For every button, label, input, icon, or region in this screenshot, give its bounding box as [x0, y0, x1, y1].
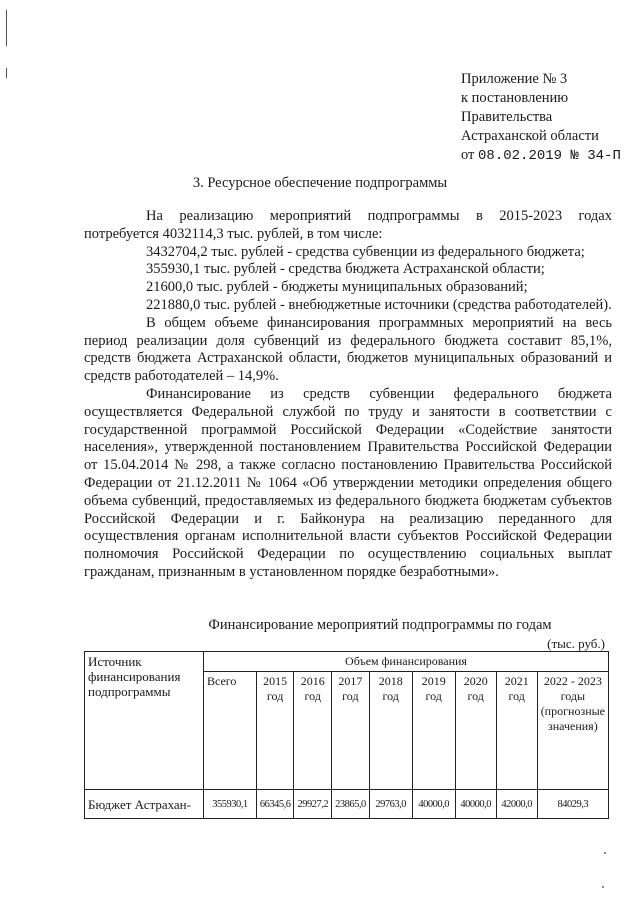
- funding-line: 21600,0 тыс. рублей - бюджеты муниципальных образований;: [146, 279, 528, 296]
- paragraph-financing: Финансирование из средств субвенции федерального бюджета осуществляется Федеральной службой по труду и занятости в соответствии с государственной программой Российской Федерации «Содействие занятости населения», утвержденной постановлением Правительства Российской Федерации от 15.04.2014 № 298, а также согласно постановлению Правительства Российской Федерации от 21.12.2011 № 1064 «Об утверждении методики определения общего объема субвенций, предоставляемых из федерального бюджета бюджетам субъектов Российской Федерации и г. Байконура на реализацию переданного для осуществления органам исполнительной власти субъектов Российской Федерации полномочия Российской Федерации по осуществлению социальных выплат гражданам, признанным в установленном порядке безработными».: [84, 385, 612, 580]
- row-value: 40000,0: [412, 790, 455, 819]
- financing-table: [84, 651, 609, 819]
- appendix-block: [461, 70, 621, 166]
- paragraph-requirement: На реализацию мероприятий подпрограммы в 2015-2023 годах потребуется 4032114,3 тыс. рублей, в том числе:: [84, 208, 612, 242]
- row-value: 84029,3: [537, 790, 608, 819]
- column-header: 2020 год: [455, 672, 496, 790]
- scan-margin-mark: [6, 68, 7, 78]
- row-source: Бюджет Астрахан-: [85, 790, 204, 819]
- appendix-line: Астраханской области: [461, 128, 599, 144]
- column-header: 2015 год: [256, 672, 294, 790]
- column-header: 2018 год: [369, 672, 412, 790]
- appendix-line: Приложение № 3: [461, 71, 568, 87]
- section-title: 3. Ресурсное обеспечение подпрограммы: [192, 175, 448, 191]
- column-header: 2022 - 2023 годы (прогнозные значения): [537, 672, 608, 790]
- body-text: [84, 208, 612, 582]
- row-value: 40000,0: [455, 790, 496, 819]
- column-header: 2019 год: [412, 672, 455, 790]
- source-header: Источник финансирования подпрограммы: [85, 652, 204, 790]
- row-value: 29927,2: [294, 790, 332, 819]
- row-value: 23865,0: [332, 790, 370, 819]
- table-title: Финансирование мероприятий подпрограммы по годам: [208, 617, 552, 633]
- funding-line: 355930,1 тыс. рублей - средства бюджета Астраханской области;: [146, 261, 545, 278]
- row-value: 42000,0: [496, 790, 537, 819]
- funding-line: 3432704,2 тыс. рублей - средства субвенции из федерального бюджета;: [146, 243, 585, 260]
- column-header: 2017 год: [332, 672, 370, 790]
- table-header-row: [85, 652, 609, 672]
- row-value: 66345,6: [256, 790, 294, 819]
- table-row: [85, 790, 609, 819]
- row-value: 29763,0: [369, 790, 412, 819]
- appendix-from: от: [461, 147, 475, 163]
- scan-speck: [604, 852, 606, 854]
- column-header: 2016 год: [294, 672, 332, 790]
- appendix-date-line: [461, 146, 621, 166]
- scan-speck: [602, 886, 604, 888]
- scan-margin-mark: [6, 10, 7, 46]
- column-header: Всего: [204, 672, 257, 790]
- paragraph-share: В общем объеме финансирования программных мероприятий на весь период реализации доля субвенций из федерального бюджета составит 85,1%, средств бюджета Астраханской области, бюджетов муниципальных образований и средств работодателей – 14,9%.: [84, 314, 612, 385]
- column-header: 2021 год: [496, 672, 537, 790]
- row-value: 355930,1: [204, 790, 257, 819]
- volume-header: Объем финансирования: [204, 652, 609, 672]
- appendix-date-number: 08.02.2019 № 34-П: [478, 148, 621, 164]
- appendix-line: к постановлению: [461, 90, 569, 106]
- appendix-line: Правительства: [461, 109, 553, 125]
- table-units: (тыс. руб.): [547, 636, 605, 651]
- funding-line: 221880,0 тыс. рублей - внебюджетные источники (средства работодателей).: [146, 296, 612, 313]
